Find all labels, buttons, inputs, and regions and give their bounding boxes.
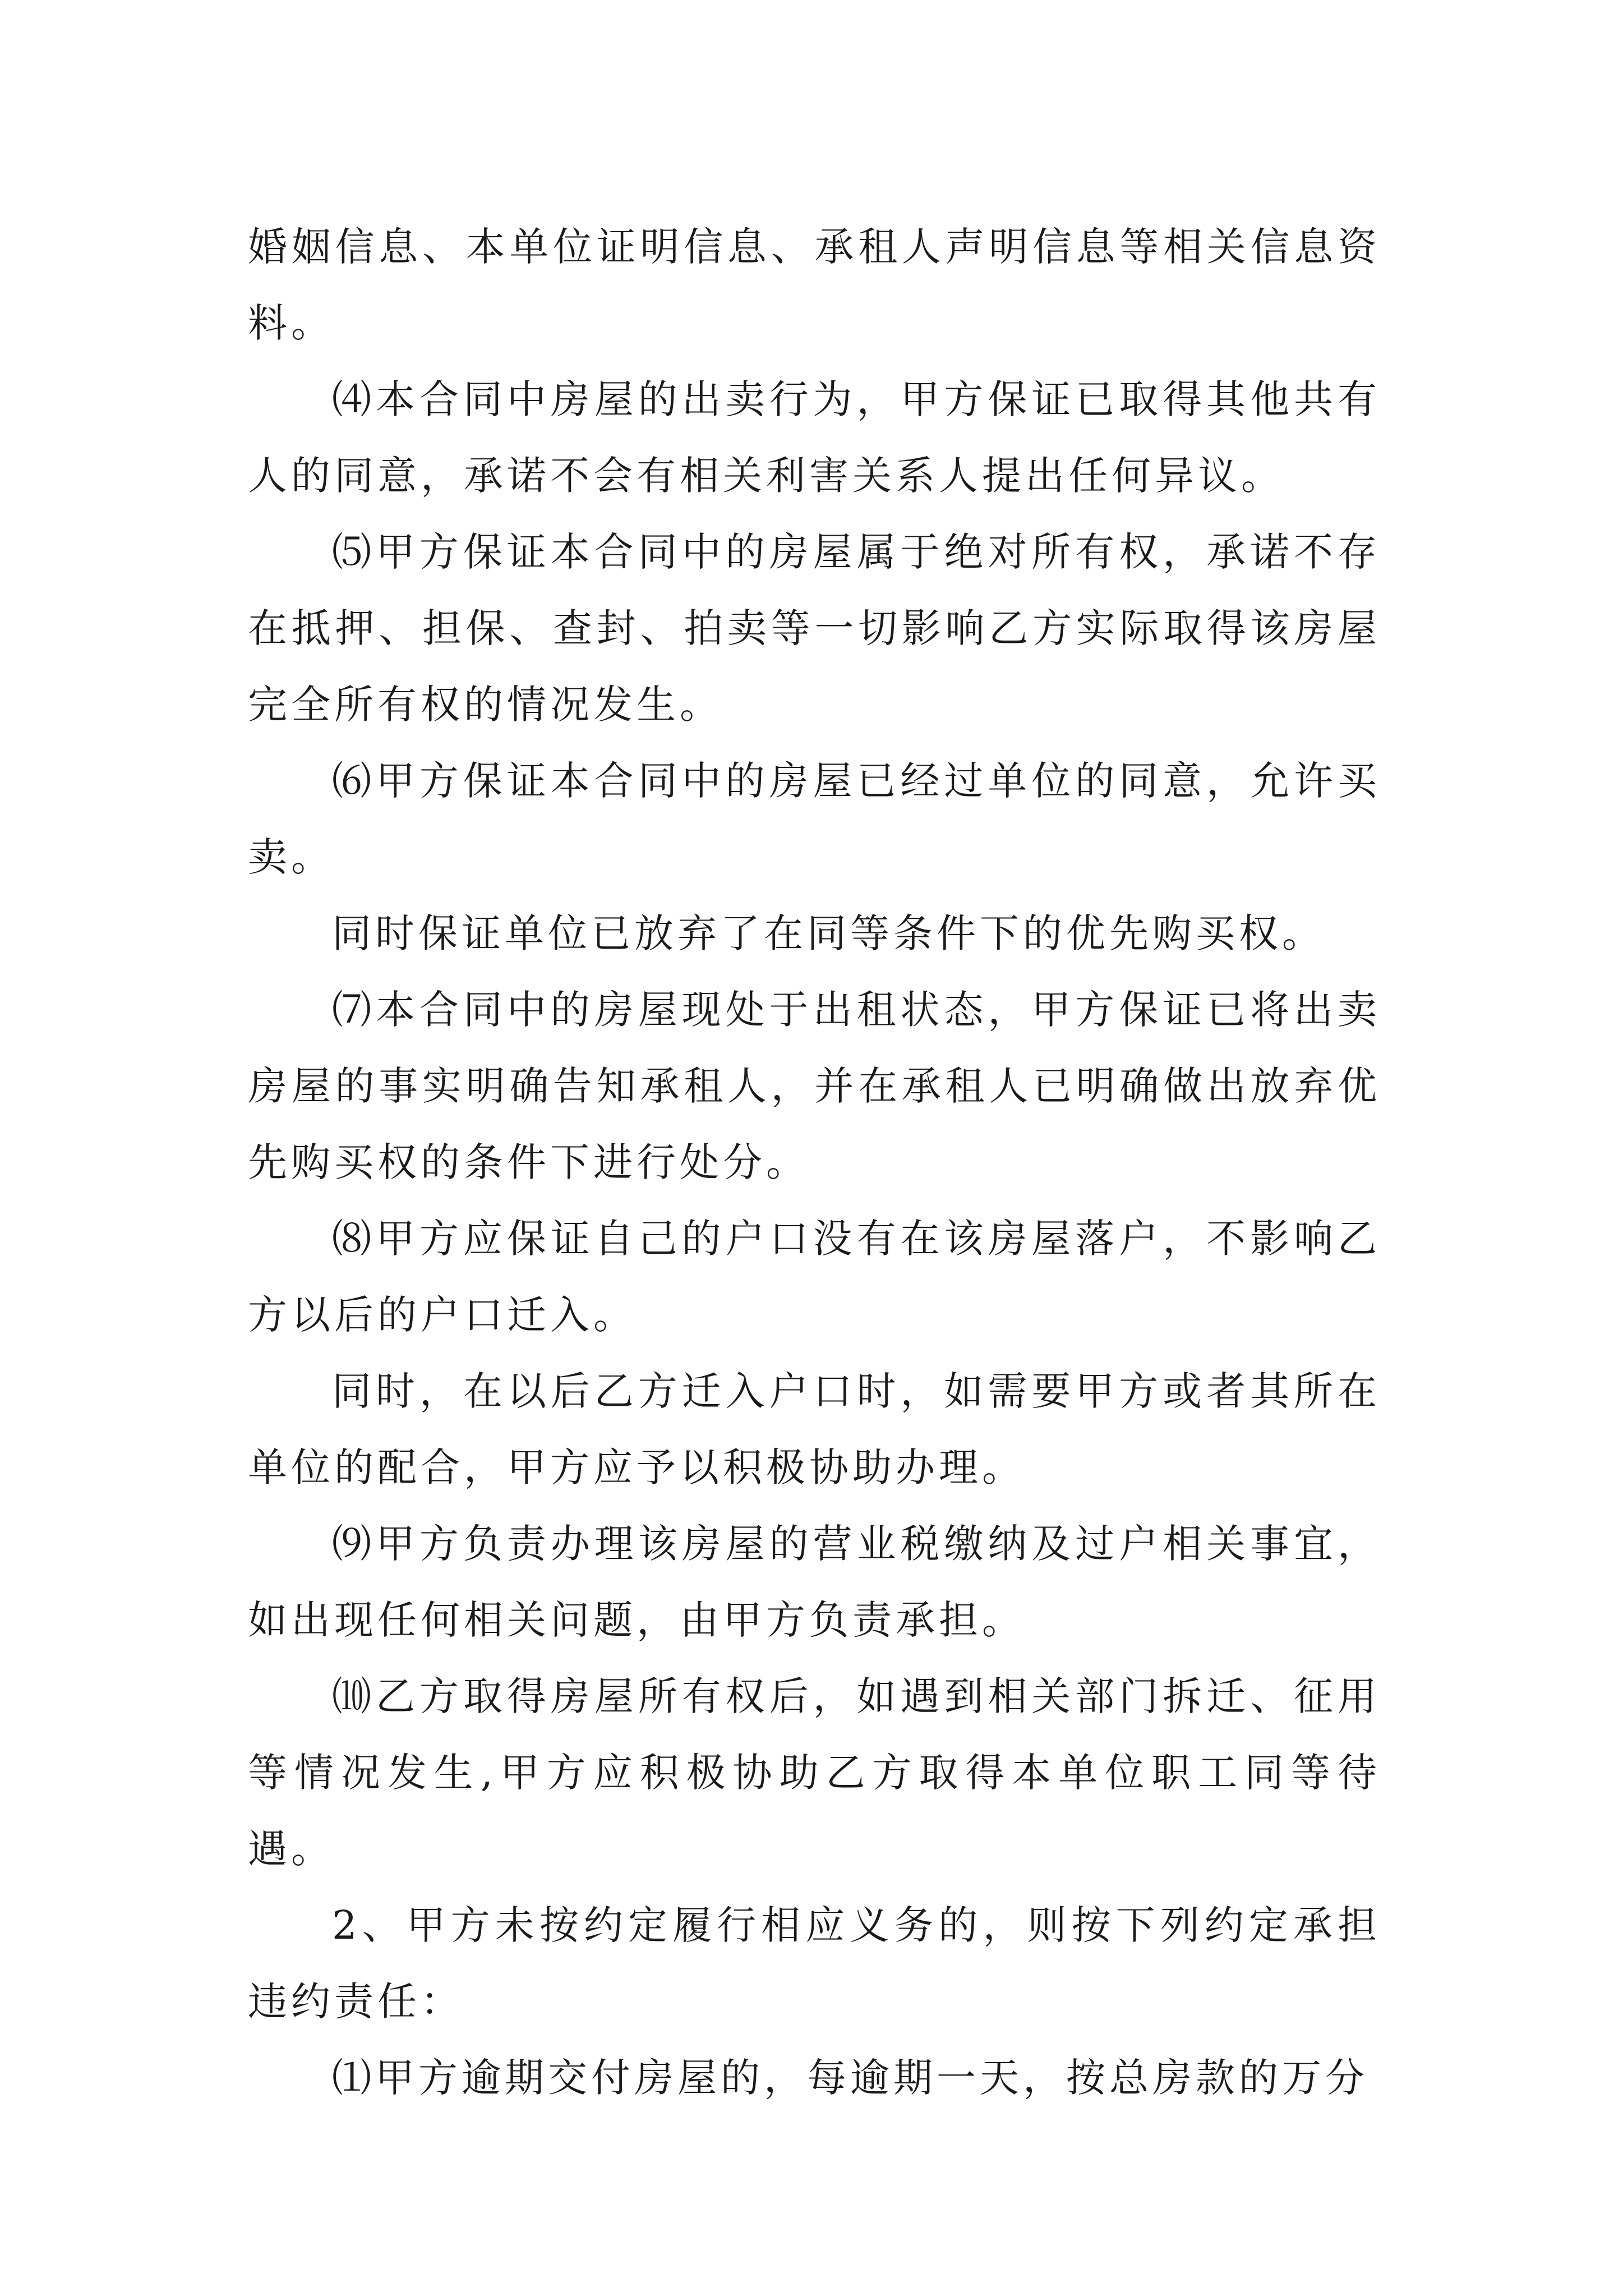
document-body <box>248 209 1381 2116</box>
paragraph-clause-4: ⑷本合同中房屋的出卖行为，甲方保证已取得其他共有人的同意，承诺不会有相关利害关系人提出任何异议。 <box>248 376 1381 499</box>
paragraph-clause-10: ⑽乙方取得房屋所有权后，如遇到相关部门拆迁、征用等情况发生,甲方应积极协助乙方取得本单位职工同等待遇。 <box>248 1673 1381 1872</box>
paragraph-continuation: 婚姻信息、本单位证明信息、承租人声明信息等相关信息资料。 <box>248 224 1381 346</box>
paragraph-section-2-clause-1: ⑴甲方逾期交付房屋的，每逾期一天，按总房款的万分 <box>332 2055 1368 2101</box>
paragraph-section-2: 2、甲方未按约定履行相应义务的，则按下列约定承担违约责任： <box>248 1902 1381 2024</box>
paragraph-clause-8: ⑻甲方应保证自己的户口没有在该房屋落户，不影响乙方以后的户口迁入。 <box>248 1216 1381 1338</box>
paragraph-clause-6-note: 同时保证单位已放弃了在同等条件下的优先购买权。 <box>332 910 1325 956</box>
paragraph-clause-8-note: 同时，在以后乙方迁入户口时，如需要甲方或者其所在单位的配合，甲方应予以积极协助办理。 <box>248 1368 1381 1490</box>
paragraph-clause-7: ⑺本合同中的房屋现处于出租状态，甲方保证已将出卖房屋的事实明确告知承租人，并在承租人已明确做出放弃优先购买权的条件下进行处分。 <box>248 987 1381 1185</box>
paragraph-clause-5: ⑸甲方保证本合同中的房屋属于绝对所有权，承诺不存在抵押、担保、查封、拍卖等一切影响乙方实际取得该房屋完全所有权的情况发生。 <box>248 529 1381 728</box>
paragraph-clause-6: ⑹甲方保证本合同中的房屋已经过单位的同意，允许买卖。 <box>248 758 1381 880</box>
paragraph-clause-9: ⑼甲方负责办理该房屋的营业税缴纳及过户相关事宜，如出现任何相关问题，由甲方负责承担。 <box>248 1521 1381 1643</box>
